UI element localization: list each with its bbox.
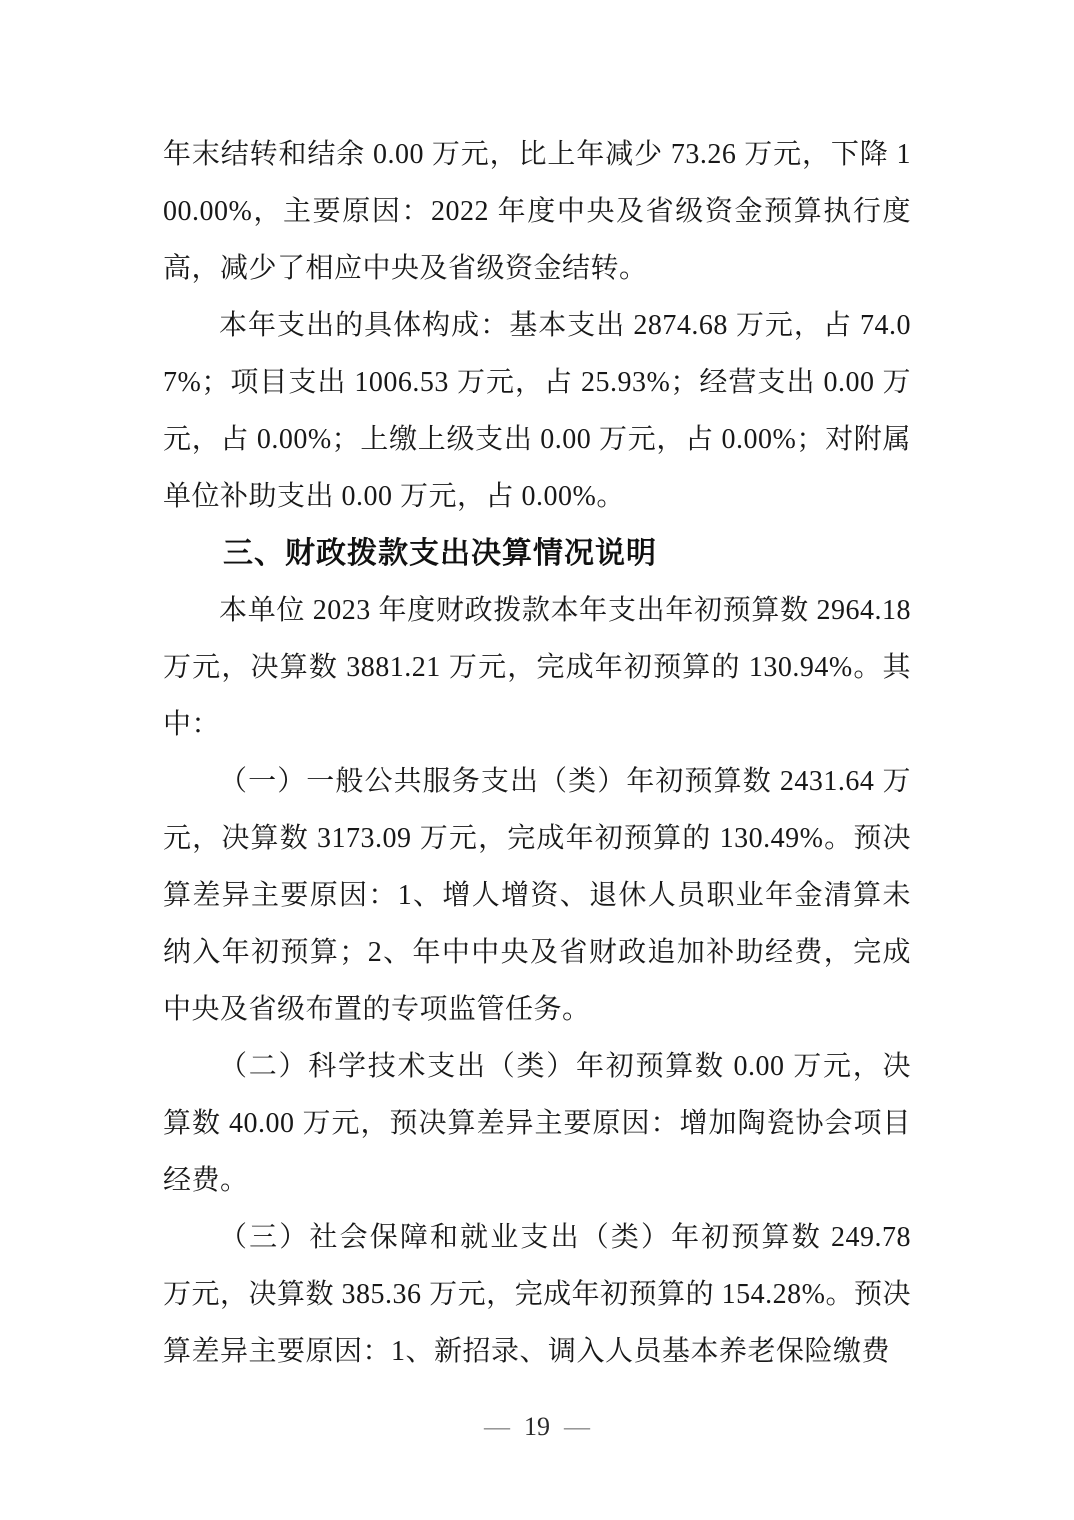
document-body — [163, 126, 911, 1380]
footer-left-dash: — — [484, 1412, 510, 1441]
paragraph-carryover-balance: 年末结转和结余 0.00 万元，比上年减少 73.26 万元，下降 100.00%，主要原因：2022 年度中央及省级资金预算执行度高，减少了相应中央及省级资金结转。 — [163, 139, 911, 284]
paragraph-section3-intro: 本单位 2023 年度财政拨款本年支出年初预算数 2964.18 万元，决算数 3881.21 万元，完成年初预算的 130.94%。其中： — [163, 595, 911, 740]
paragraph-item1-general-public-services: （一）一般公共服务支出（类）年初预算数 2431.64 万元，决算数 3173.09 万元，完成年初预算的 130.49%。预决算差异主要原因：1、增人增资、退休人员职业年金清算未纳入年初预算；2、年中中央及省财政追加补助经费，完成中央及省级布置的专项监管任务。 — [163, 766, 911, 1025]
paragraph-expenditure-composition: 本年支出的具体构成：基本支出 2874.68 万元，占 74.07%；项目支出 1006.53 万元，占 25.93%；经营支出 0.00 万元，占 0.00%；上缴上级支出 0.00 万元，占 0.00%；对附属单位补助支出 0.00 万元，占 0.00%。 — [163, 310, 911, 512]
page-number: 19 — [524, 1412, 550, 1441]
page-footer — [0, 1412, 1074, 1442]
section-heading-fiscal-appropriation: 三、财政拨款支出决算情况说明 — [223, 537, 657, 570]
paragraph-item3-social-security-employment: （三）社会保障和就业支出（类）年初预算数 249.78 万元，决算数 385.36 万元，完成年初预算的 154.28%。预决算差异主要原因：1、新招录、调入人员基本养老保险缴费 — [163, 1222, 911, 1367]
footer-right-dash: — — [564, 1412, 590, 1441]
paragraph-item2-science-technology: （二）科学技术支出（类）年初预算数 0.00 万元，决算数 40.00 万元，预决算差异主要原因：增加陶瓷协会项目经费。 — [163, 1051, 911, 1196]
